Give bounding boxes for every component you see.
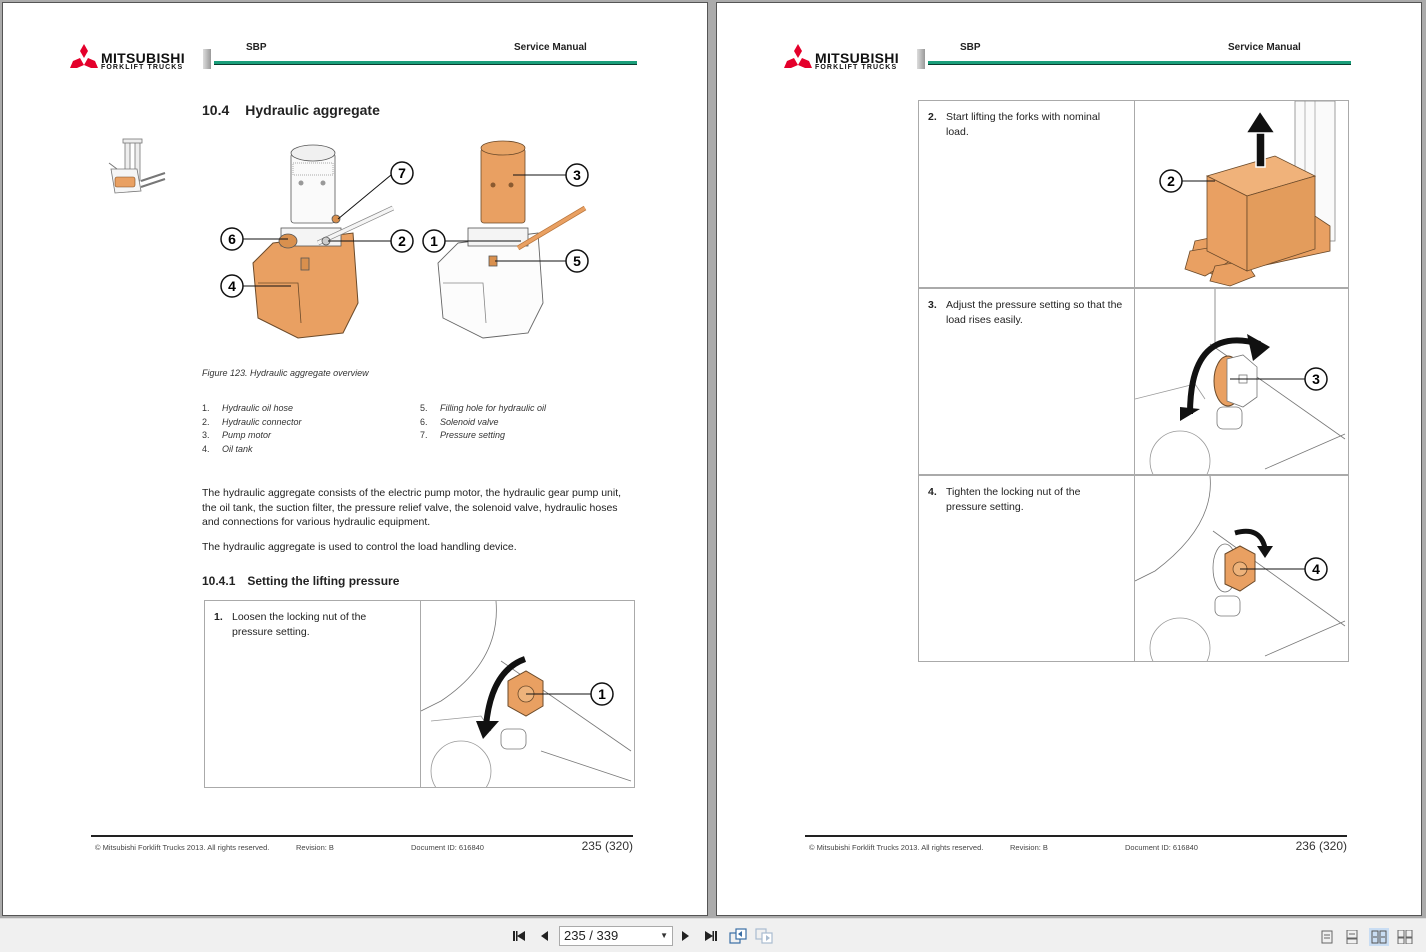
step-row: 1. Loosen the locking nut of the pressure setting. 1	[205, 601, 634, 787]
steps-table	[918, 100, 1349, 662]
continuous-facing-icon	[1397, 930, 1413, 944]
step-row: 3. Adjust the pressure setting so that the load rises easily. 3	[919, 288, 1348, 475]
forklift-thumbnail	[103, 133, 173, 203]
legend-item: 3. Pump motor	[202, 430, 272, 440]
step-illustration	[420, 601, 634, 787]
next-page-button[interactable]	[678, 928, 694, 944]
header-rule	[214, 61, 637, 65]
step-text: Adjust the pressure setting so that the load rises easily.	[946, 299, 1123, 326]
page-footer: © Mitsubishi Forklift Trucks 2013. All rights reserved. Revision: B Document ID: 616840 235 (320)	[91, 835, 633, 857]
facing-view-button[interactable]	[1369, 928, 1389, 946]
svg-text:2: 2	[398, 233, 406, 249]
single-page-view-button[interactable]	[1317, 928, 1337, 946]
svg-text:2: 2	[1167, 173, 1175, 189]
mitsubishi-logo: MITSUBISHI FORKLIFT TRUCKS	[69, 43, 209, 73]
document-type: Service Manual	[1228, 42, 1301, 53]
svg-text:1: 1	[430, 233, 438, 249]
navigation-toolbar	[0, 918, 1426, 952]
three-diamonds-icon	[69, 43, 99, 69]
next-page-icon	[679, 929, 693, 943]
facing-icon	[1371, 930, 1387, 944]
section-heading: 10.4 Hydraulic aggregate	[202, 102, 380, 118]
header-rule	[928, 61, 1351, 65]
previous-view-icon	[729, 928, 747, 944]
first-page-button[interactable]	[511, 928, 527, 944]
svg-text:3: 3	[573, 167, 581, 183]
legend-item: 1. Hydraulic oil hose	[202, 403, 294, 413]
last-page-icon	[704, 929, 718, 943]
svg-text:5: 5	[573, 253, 581, 269]
step-illustration	[1134, 476, 1348, 661]
svg-text:7: 7	[398, 165, 406, 181]
hydraulic-aggregate-figure	[203, 133, 623, 353]
product-name: SBP	[960, 42, 981, 53]
next-view-button[interactable]	[755, 928, 773, 944]
mitsubishi-logo: MITSUBISHI FORKLIFT TRUCKS	[783, 43, 923, 73]
page-236	[716, 2, 1422, 916]
legend-item: 7. Pressure setting	[420, 430, 506, 440]
next-view-icon	[755, 928, 773, 944]
page-number-input[interactable]: 235 / 339 ▼	[559, 926, 673, 946]
steps-table	[204, 600, 635, 788]
step-text: Start lifting the forks with nominal load.	[946, 111, 1101, 138]
legend-item: 4. Oil tank	[202, 444, 253, 454]
last-page-button[interactable]	[703, 928, 719, 944]
step-illustration	[1134, 289, 1348, 474]
three-diamonds-icon	[783, 43, 813, 69]
figure-caption: Figure 123. Hydraulic aggregate overview	[202, 368, 369, 378]
svg-text:4: 4	[1312, 561, 1320, 577]
legend-item: 5. Filling hole for hydraulic oil	[420, 403, 547, 413]
svg-text:3: 3	[1312, 371, 1320, 387]
document-type: Service Manual	[514, 42, 587, 53]
product-name: SBP	[246, 42, 267, 53]
page-header	[717, 39, 1421, 79]
single-page-icon	[1320, 930, 1334, 944]
step-row: 2. Start lifting the forks with nominal load. 2	[919, 101, 1348, 288]
step-text: Loosen the locking nut of the pressure setting.	[232, 611, 367, 638]
page-footer: © Mitsubishi Forklift Trucks 2013. All rights reserved. Revision: B Document ID: 616840 236 (320)	[805, 835, 1347, 857]
svg-text:4: 4	[228, 278, 236, 294]
svg-text:1: 1	[598, 686, 606, 702]
legend-item: 2. Hydraulic connector	[202, 417, 302, 427]
page-number: 235 (320)	[581, 839, 633, 853]
svg-text:6: 6	[228, 231, 236, 247]
continuous-view-button[interactable]	[1342, 928, 1362, 946]
first-page-icon	[512, 929, 526, 943]
page-number: 236 (320)	[1295, 839, 1347, 853]
page-235	[2, 2, 708, 916]
continuous-icon	[1345, 930, 1359, 944]
previous-page-icon	[537, 929, 551, 943]
usage-paragraph: The hydraulic aggregate is used to control the load handling device.	[202, 541, 517, 553]
step-illustration	[1134, 101, 1348, 287]
continuous-facing-view-button[interactable]	[1395, 928, 1415, 946]
legend-item: 6. Solenoid valve	[420, 417, 499, 427]
previous-view-button[interactable]	[729, 928, 747, 944]
step-text: Tighten the locking nut of the pressure setting.	[946, 486, 1081, 513]
page-dropdown-icon: ▼	[660, 931, 668, 940]
previous-page-button[interactable]	[536, 928, 552, 944]
description-paragraph: The hydraulic aggregate consists of the electric pump motor, the hydraulic gear pump unit, the oil tank, the suction filter, the pressure relief valve, the solenoid valve, hydraulic hoses and connections for various hydraulic equipment.	[202, 487, 622, 528]
step-row: 4. Tighten the locking nut of the pressure setting. 4	[919, 475, 1348, 661]
page-header	[3, 39, 707, 79]
subsection-heading: 10.4.1 Setting the lifting pressure	[202, 574, 400, 588]
